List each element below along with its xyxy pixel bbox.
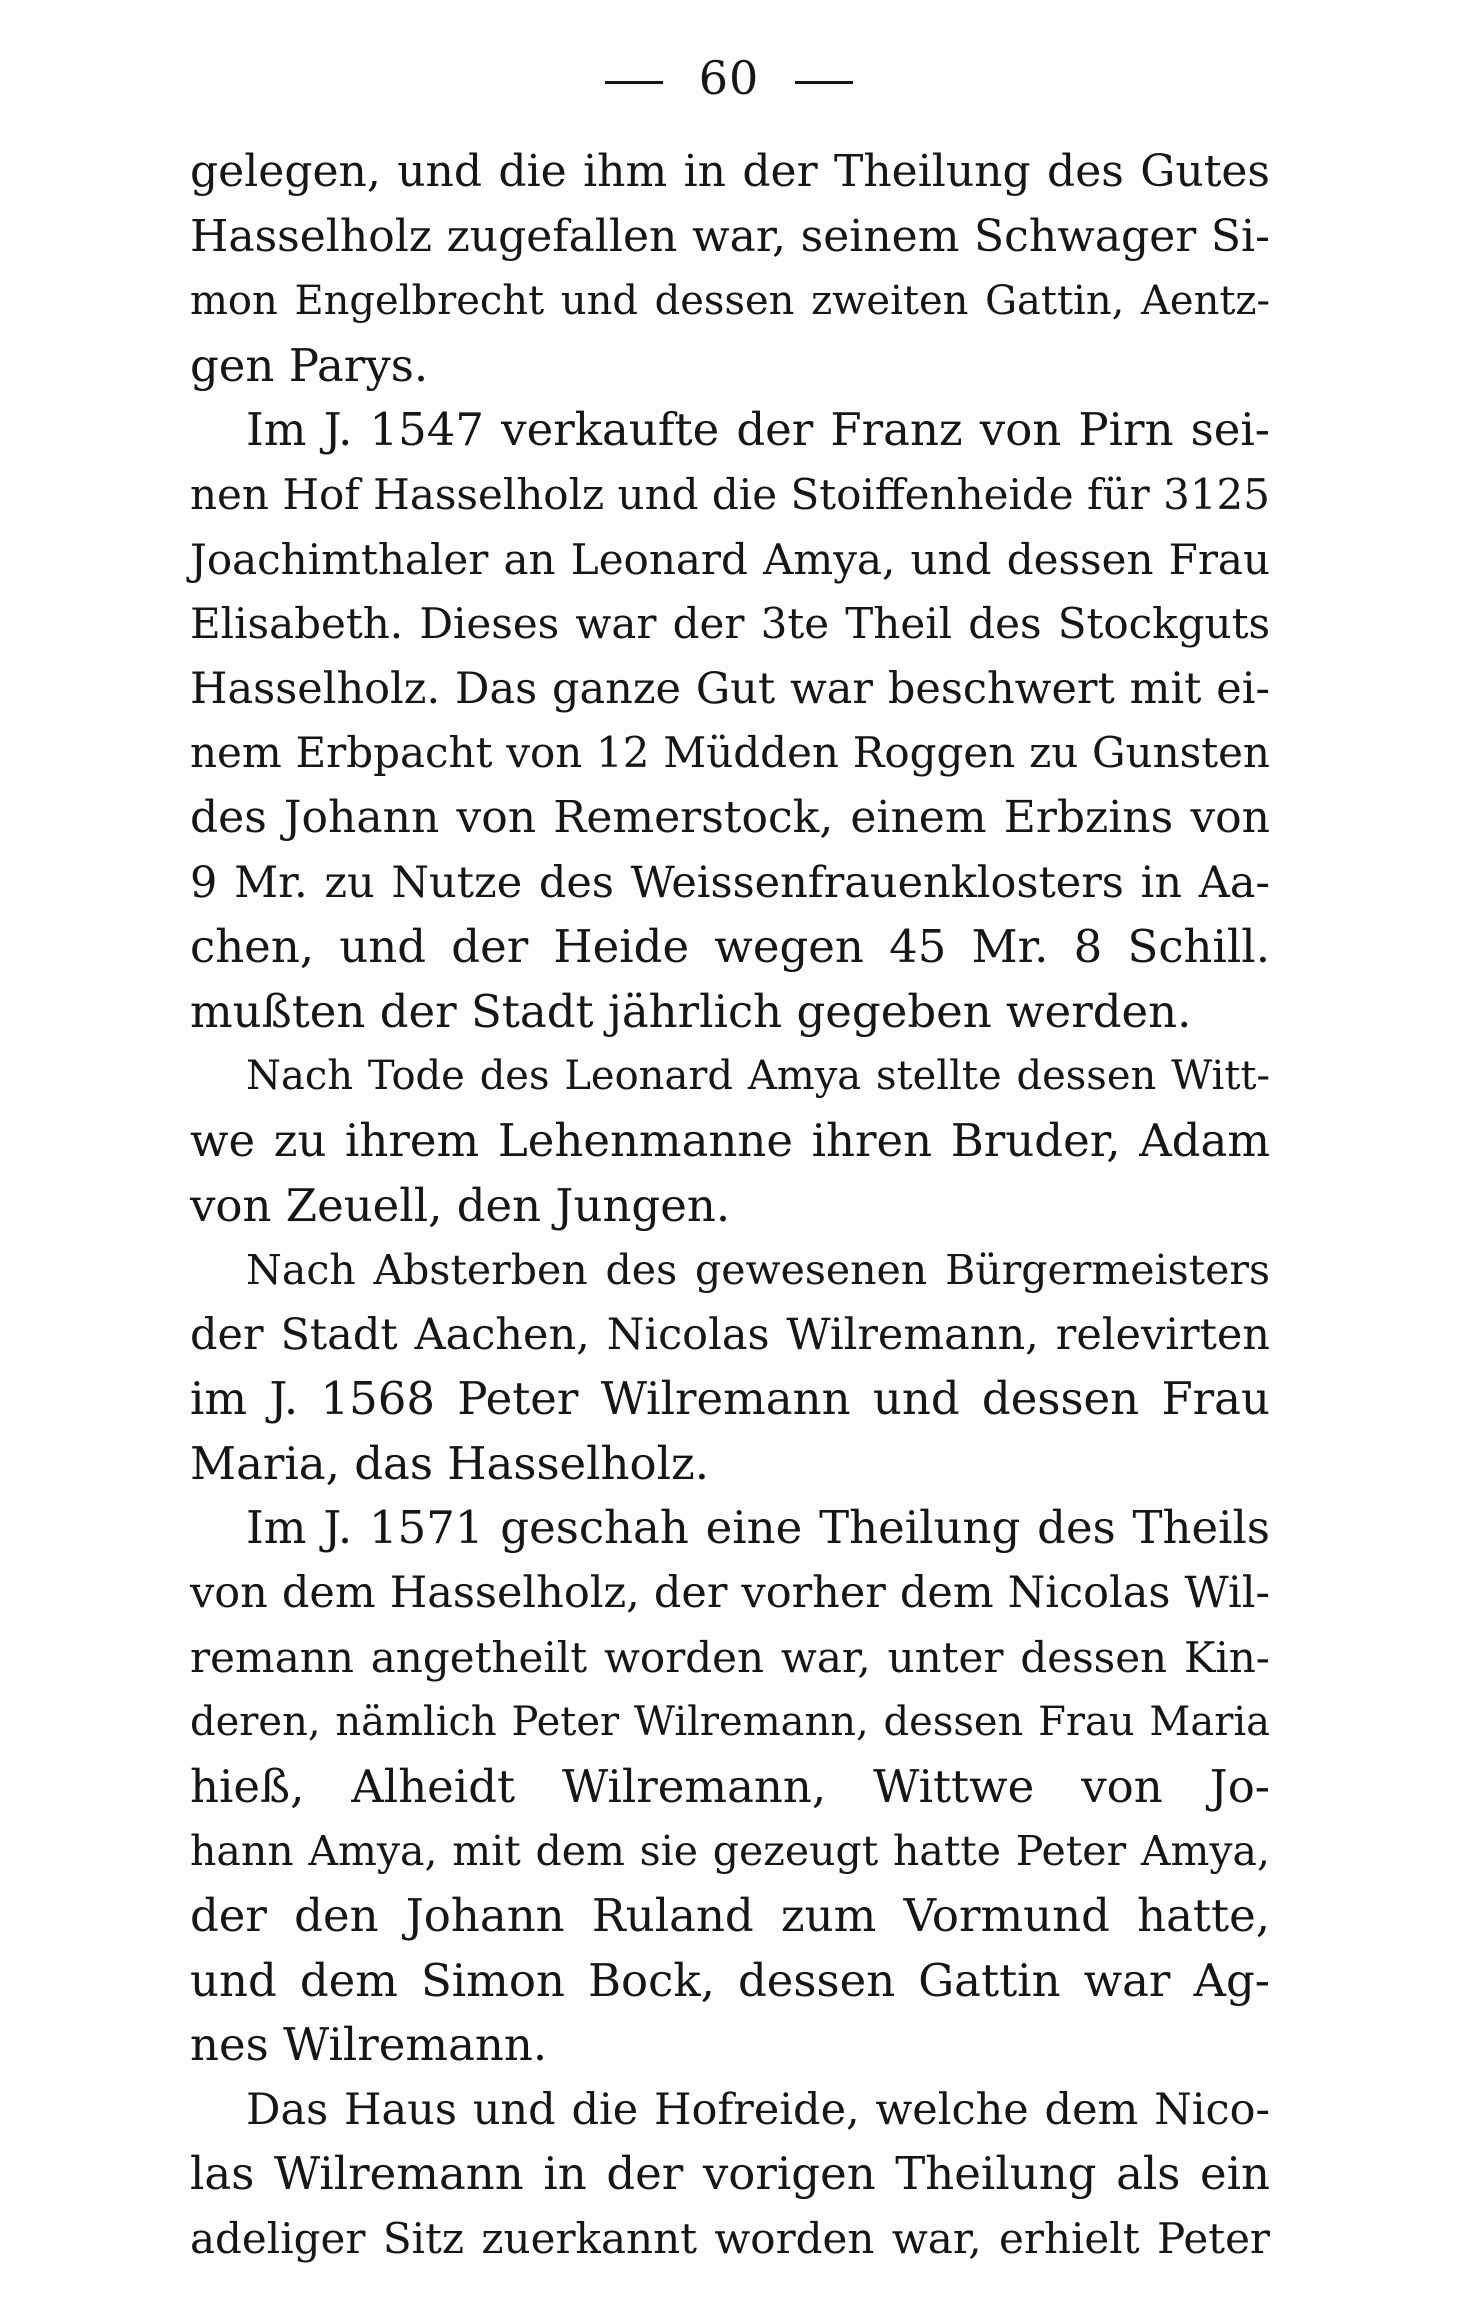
text-line: we zu ihrem Lehenmanne ihren Bruder, Adam — [190, 1113, 1270, 1167]
text-line: Nach Absterben des gewesenen Bürgermeisters — [246, 1246, 1270, 1295]
text-line: las Wilremann in der vorigen Theilung als ein — [190, 2147, 1270, 2201]
text-line: Das Haus und die Hofreide, welche dem Nico- — [246, 2084, 1270, 2135]
text-line: der den Johann Ruland zum Vormund hatte, — [190, 1889, 1270, 1943]
text-line: nen Hof Hasselholz und die Stoiffenheide für 3125 — [190, 469, 1270, 519]
text-line: von Zeuell, den Jungen. — [190, 1178, 731, 1232]
text-line: hann Amya, mit dem sie gezeugt hatte Peter Amya, — [190, 1827, 1270, 1876]
text-line: von dem Hasselholz, der vorher dem Nicolas Wil- — [190, 1568, 1270, 1619]
text-line: 9 Mr. zu Nutze des Weissenfrauenklosters in Aa- — [190, 857, 1270, 908]
text-line: Nach Tode des Leonard Amya stellte dessen Witt- — [246, 1053, 1270, 1100]
text-line: im J. 1568 Peter Wilremann und dessen Frau — [190, 1372, 1270, 1426]
text-line: Hasselholz zugefallen war, seinem Schwager Si- — [190, 210, 1270, 262]
text-line: Maria, das Hasselholz. — [190, 1436, 710, 1490]
text-line: deren, nämlich Peter Wilremann, dessen Frau Maria — [190, 1699, 1270, 1746]
text-line: der Stadt Aachen, Nicolas Wilremann, relevirten — [190, 1309, 1270, 1360]
text-line: remann angetheilt worden war, unter dessen Kin- — [190, 1632, 1270, 1682]
text-line: Elisabeth. Dieses war der 3te Theil des Stockguts — [190, 599, 1270, 649]
text-line: chen, und der Heide wegen 45 Mr. 8 Schill. — [190, 920, 1270, 974]
page-number: 60 — [698, 51, 760, 105]
text-line: des Johann von Remerstock, einem Erbzins von — [190, 791, 1270, 843]
text-line: adeliger Sitz zuerkannt worden war, erhielt Peter — [190, 2214, 1270, 2263]
text-line: gelegen, und die ihm in der Theilung des Gutes — [190, 146, 1270, 197]
header-dash-left — [605, 81, 663, 84]
page-header — [0, 48, 1458, 108]
text-line: und dem Simon Bock, dessen Gattin war Ag- — [190, 1953, 1270, 2007]
text-line: Joachimthaler an Leonard Amya, und dessen Frau — [190, 534, 1270, 584]
text-line: Hasselholz. Das ganze Gut war beschwert mit ei- — [190, 663, 1270, 714]
header-dash-right — [795, 81, 853, 84]
text-line: hieß, Alheidt Wilremann, Wittwe von Jo- — [190, 1759, 1270, 1813]
text-line: nes Wilremann. — [190, 2018, 548, 2072]
text-line: Im J. 1547 verkaufte der Franz von Pirn sei- — [246, 403, 1270, 457]
body-text — [190, 140, 1270, 2272]
text-line: nem Erbpacht von 12 Müdden Roggen zu Gunsten — [190, 728, 1270, 778]
text-line: mußten der Stadt jährlich gegeben werden. — [190, 984, 1192, 1038]
text-line: Im J. 1571 geschah eine Theilung des Theils — [246, 1501, 1270, 1555]
text-line: gen Parys. — [190, 338, 429, 392]
text-line: mon Engelbrecht und dessen zweiten Gattin, Aentz- — [190, 278, 1270, 325]
